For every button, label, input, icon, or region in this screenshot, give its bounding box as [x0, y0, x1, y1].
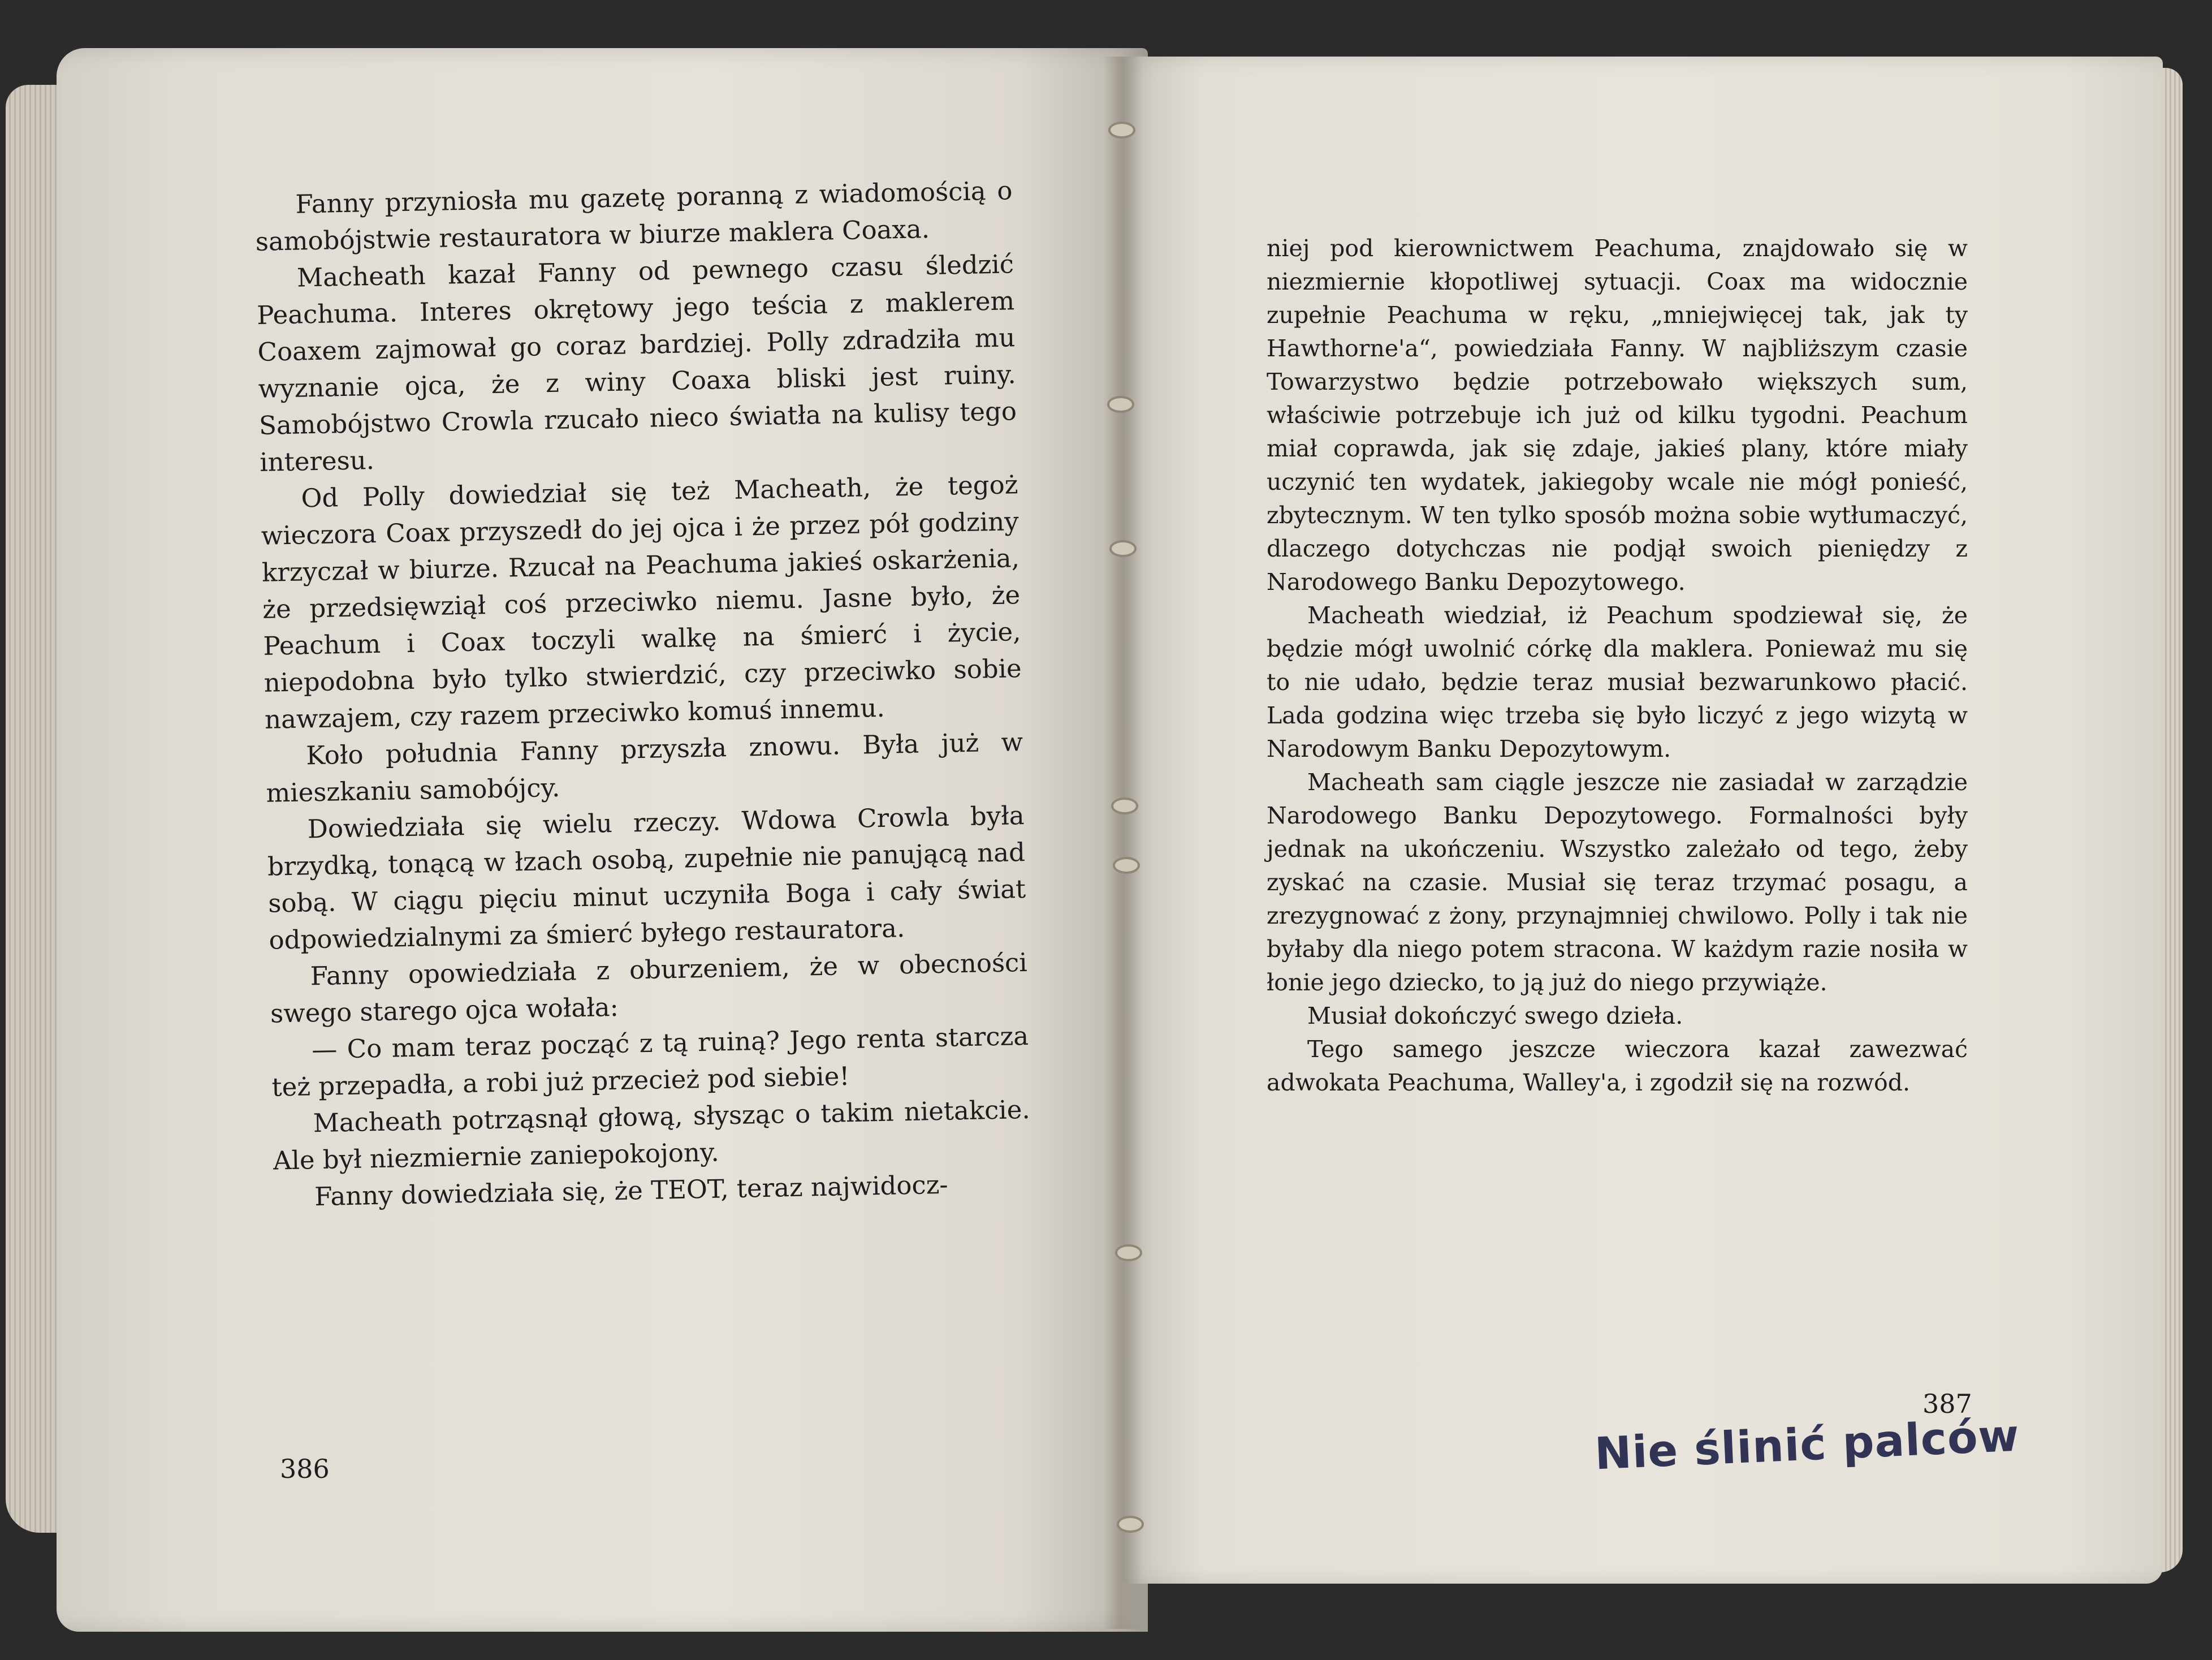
binding-stitch	[1113, 857, 1140, 874]
paragraph: Macheath wiedział, iż Peachum spodziewał się, że będzie mógł uwolnić córkę dla maklera. Ponieważ mu się to nie udało, będzie teraz musiał bezwarunkowo płacić. Lada godzina więc trzeba się było liczyć z jego wizytą w Narodowym Banku Depozytowym.	[1267, 602, 1968, 762]
binding-stitch	[1115, 1244, 1142, 1261]
library-stamp: Nie ślinić palców	[1593, 1410, 2021, 1480]
paragraph: Dowiedziała się wielu rzeczy. Wdowa Crowla była brzydką, tonącą w łzach osobą, zupełnie nie panującą nad sobą. W ciągu pięciu minut uczyniła Boga i cały świat odpowiedzialnymi za śmierć byłego restauratora.	[267, 800, 1026, 955]
paragraph: Macheath potrząsnął głową, słysząc o takim nietakcie. Ale był niezmiernie zaniepokojony.	[273, 1094, 1031, 1176]
paragraph: Od Polly dowiedział się też Macheath, że tegoż wieczora Coax przyszedł do jej ojca i że przez pół godziny krzyczał w biurze. Rzucał na Peachuma jakieś oskarżenia, że przedsięwziął coś przeciwko niemu. Jasne było, że Peachum i Coax toczyli walkę na śmierć i życie, niepodobna było tylko stwierdzić, czy przeciwko sobie nawzajem, czy razem przeciwko komuś innemu.	[261, 469, 1022, 735]
paragraph: niej pod kierownictwem Peachuma, znajdowało się w niezmiernie kłopotliwej sytuacji. Coax ma widocznie zupełnie Peachuma w ręku, „mniejwięcej tak, jak ty Hawthorne'a“, powiedziała Fanny. W najbliższym czasie Towarzystwo będzie potrzebowało większych sum, właściwie potrzebuje ich już od kilku tygodni. Peachum miał coprawda, jak się zdaje, jakieś plany, które miały uczynić ten wydatek, jakiegoby wcale nie mógł ponieść, zbytecznym. W ten tylko sposób można sobie wytłumaczyć, dlaczego dotychczas nie podjął swoich pieniędzy z Narodowego Banku Depozytowego.	[1267, 235, 1968, 596]
binding-stitch	[1107, 396, 1134, 413]
paragraph: Musiał dokończyć swego dzieła.	[1307, 1002, 1683, 1029]
binding-stitch	[1109, 540, 1137, 557]
page-number-left: 386	[280, 1454, 330, 1484]
paragraph: Tego samego jeszcze wieczora kazał zawezwać adwokata Peachuma, Walley'a, i zgodził się na rozwód.	[1267, 1036, 1968, 1096]
left-text-column	[254, 172, 1032, 1215]
binding-stitch	[1117, 1516, 1144, 1533]
right-text-column	[1267, 232, 1968, 1100]
book-spine	[1103, 57, 1142, 1629]
paragraph: Fanny opowiedziała z oburzeniem, że w obecności swego starego ojca wołała:	[270, 947, 1028, 1029]
paragraph: Fanny przyniosła mu gazetę poranną z wiadomością o samobójstwie restauratora w biurze maklera Coaxa.	[255, 175, 1013, 257]
paragraph: Macheath sam ciągle jeszcze nie zasiadał w zarządzie Narodowego Banku Depozytowego. Formalności były jednak na ukończeniu. Wszystko zależało od tego, żeby zyskać na czasie. Musiał się teraz trzymać posagu, a zrezygnować z żony, przynajmniej chwilowo. Polly i tak nie byłaby dla niego potem stracona. W każdym razie nosiła w łonie jego dziecko, to ją już do niego przywiąże.	[1267, 769, 1968, 996]
binding-stitch	[1111, 797, 1138, 814]
paragraph: Macheath kazał Fanny od pewnego czasu śledzić Peachuma. Interes okrętowy jego teścia z maklerem Coaxem zajmował go coraz bardziej. Polly zdradziła mu wyznanie ojca, że z winy Coaxa bliski jest ruiny. Samobójstwo Crowla rzucało nieco światła na kulisy tego interesu.	[256, 249, 1017, 477]
paragraph: Koło południa Fanny przyszła znowu. Była już w mieszkaniu samobójcy.	[266, 727, 1023, 808]
paragraph: Fanny dowiedziała się, że TEOT, teraz najwidocz-	[314, 1169, 949, 1212]
binding-stitch	[1108, 122, 1135, 139]
paragraph: — Co mam teraz począć z tą ruiną? Jego renta starcza też przepadła, a robi już przecież pod siebie!	[271, 1020, 1029, 1102]
page-number-right: 387	[1922, 1389, 1972, 1419]
